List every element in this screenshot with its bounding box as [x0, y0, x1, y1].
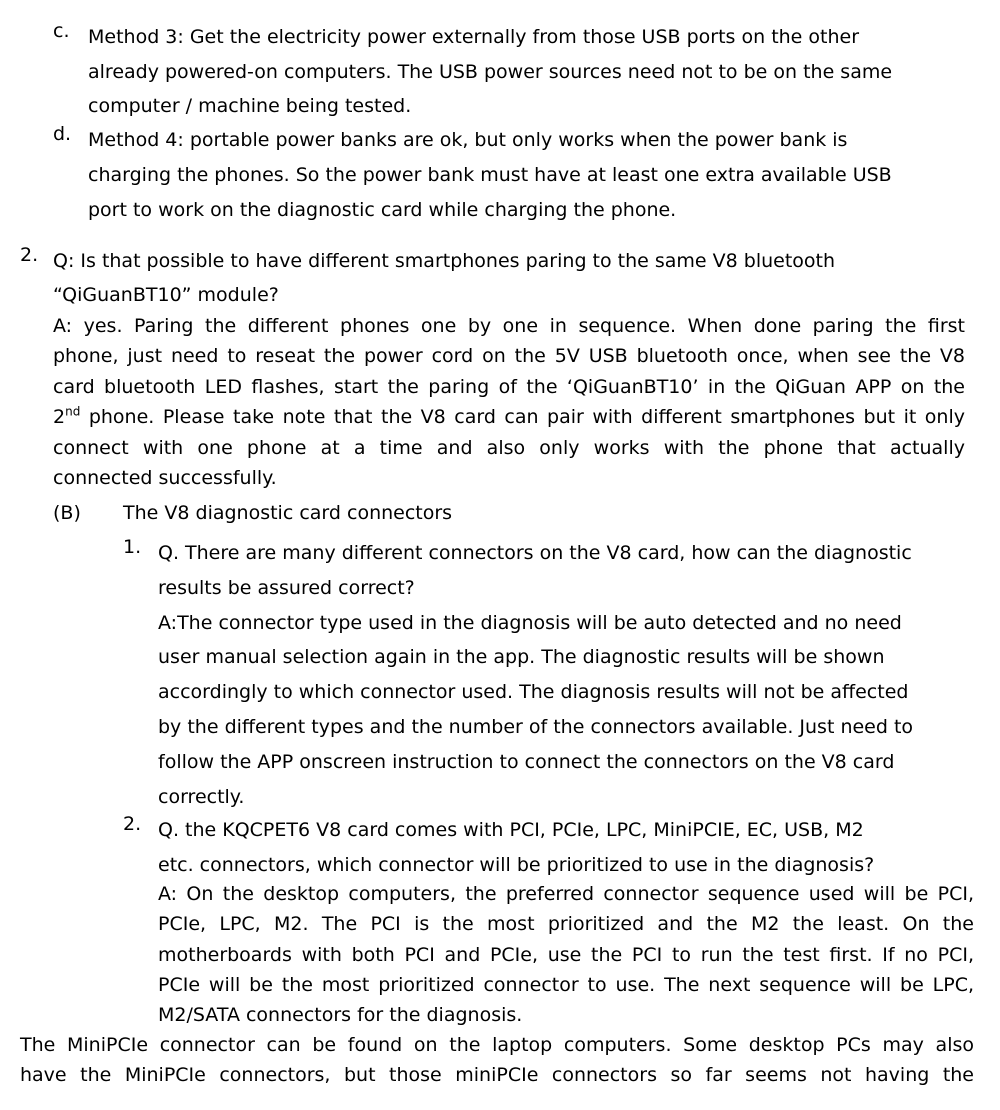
- text-line: results be assured correct?: [158, 576, 415, 599]
- text-line: 2nd phone. Please take note that the V8 card can pair with different smartphones but it only: [53, 404, 965, 429]
- text-line: A: yes. Paring the different phones one by one in sequence. When done paring the first: [53, 315, 965, 337]
- text-line: connected successfully.: [53, 467, 277, 490]
- b2-question: [158, 813, 978, 883]
- section-b-title: The V8 diagnostic card connectors: [123, 502, 453, 524]
- list-item-d: [88, 123, 948, 228]
- text-line: “QiGuanBT10” module?: [53, 284, 279, 306]
- text-line: connect with one phone at a time and also only works with the phone that actually: [53, 436, 965, 459]
- text-line: Q. There are many different connectors on the V8 card, how can the diagnostic: [158, 542, 912, 564]
- q2-answer: [53, 311, 965, 493]
- text-line: A: On the desktop computers, the preferred connector sequence used will be PCI,: [158, 883, 974, 905]
- text-line: accordingly to which connector used. The diagnosis results will not be affected: [158, 681, 909, 704]
- text-line: PCIe will be the most prioritized connector to use. The next sequence will be LPC,: [158, 973, 974, 996]
- text-line: port to work on the diagnostic card while charging the phone.: [88, 199, 677, 221]
- text-line: M2/SATA connectors for the diagnosis.: [158, 1004, 523, 1027]
- text-line: Method 4: portable power banks are ok, but only works when the power bank is: [88, 129, 848, 151]
- b2-answer: [158, 879, 974, 1030]
- text-line: phone, just need to reseat the power cord on the 5V USB bluetooth once, when see the V8: [53, 345, 965, 368]
- text-line: The MiniPCIe connector can be found on the laptop computers. Some desktop PCs may also: [20, 1034, 974, 1056]
- list-marker-q2: 2.: [20, 244, 39, 266]
- text-line: follow the APP onscreen instruction to connect the connectors on the V8 card: [158, 750, 895, 773]
- text-line: card bluetooth LED flashes, start the paring of the ‘QiGuanBT10’ in the QiGuan APP on the: [53, 375, 965, 398]
- text-line: charging the phones. So the power bank must have at least one extra available USB: [88, 164, 892, 186]
- text-line: already powered-on computers. The USB power sources need not to be on the same: [88, 60, 893, 83]
- text-line: computer / machine being tested.: [88, 95, 412, 117]
- list-marker-d: d.: [53, 123, 72, 145]
- list-marker-b2: 2.: [123, 813, 142, 835]
- text-line: Q: Is that possible to have different smartphones paring to the same V8 bluetooth: [53, 250, 836, 272]
- text-line: by the different types and the number of the connectors available. Just need to: [158, 715, 914, 738]
- text-line: etc. connectors, which connector will be prioritized to use in the diagnosis?: [158, 854, 875, 876]
- list-marker-b1: 1.: [123, 536, 142, 558]
- text-line: PCIe, LPC, M2. The PCI is the most prioritized and the M2 the least. On the: [158, 913, 974, 936]
- text-line: motherboards with both PCI and PCIe, use the PCI to run the test first. If no PCI,: [158, 943, 974, 966]
- closing-paragraph: [20, 1030, 974, 1091]
- text-line: correctly.: [158, 785, 245, 808]
- text-line: Q. the KQCPET6 V8 card comes with PCI, PCIe, LPC, MiniPCIE, EC, USB, M2: [158, 819, 864, 841]
- b1-content: [158, 536, 978, 814]
- q2-question: [53, 244, 963, 312]
- text-line: user manual selection again in the app. The diagnostic results will be shown: [158, 646, 885, 669]
- text-line: have the MiniPCIe connectors, but those miniPCIe connectors so far seems not having the: [20, 1064, 974, 1087]
- text-line: Method 3: Get the electricity power externally from those USB ports on the other: [88, 26, 860, 48]
- list-item-c: [88, 20, 948, 124]
- section-b-marker: (B): [53, 502, 81, 524]
- list-marker-c: c.: [53, 20, 70, 42]
- text-line: A:The connector type used in the diagnosis will be auto detected and no need: [158, 611, 902, 634]
